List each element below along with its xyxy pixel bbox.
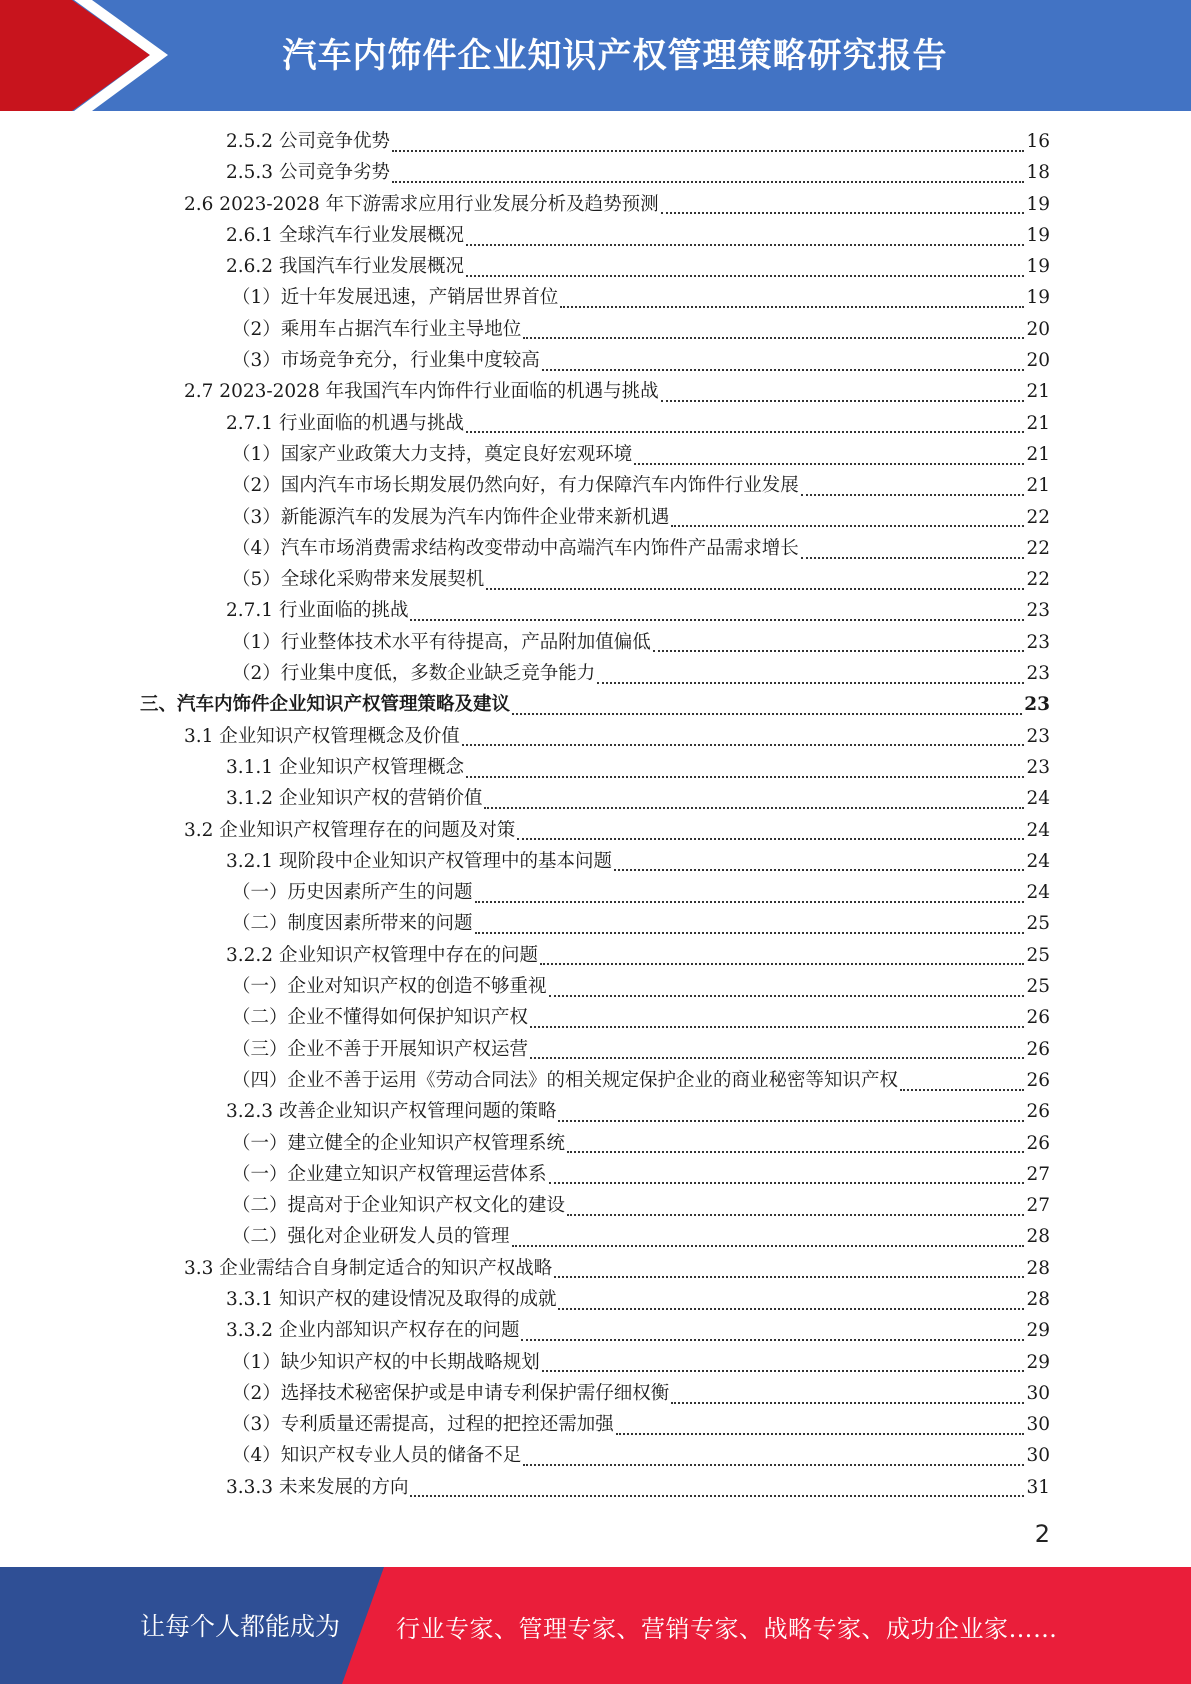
- toc-entry-page: 24: [1026, 882, 1050, 904]
- toc-entry-label: （一）历史因素所产生的问题: [232, 882, 473, 904]
- toc-entry[interactable]: [140, 376, 1050, 407]
- toc-entry[interactable]: [140, 658, 1050, 689]
- toc-entry-page: 23: [1026, 663, 1050, 685]
- toc-entry[interactable]: [140, 1221, 1050, 1252]
- toc-entry[interactable]: [140, 1347, 1050, 1378]
- toc-entry-label: 2.7 2023-2028 年我国汽车内饰件行业面临的机遇与挑战: [184, 381, 659, 403]
- toc-dot-leader: [466, 244, 1024, 246]
- toc-entry[interactable]: [140, 783, 1050, 814]
- toc-entry-page: 27: [1026, 1163, 1050, 1185]
- toc-entry-page: 22: [1026, 537, 1050, 559]
- toc-entry-label: （三）企业不善于开展知识产权运营: [232, 1038, 529, 1060]
- toc-dot-leader: [475, 932, 1025, 934]
- toc-entry[interactable]: [140, 126, 1050, 157]
- toc-entry-label: 3.3.3 未来发展的方向: [226, 1476, 409, 1498]
- toc-entry-label: （二）提高对于企业知识产权文化的建设: [232, 1195, 566, 1217]
- toc-entry-page: 25: [1026, 913, 1050, 935]
- toc-entry[interactable]: [140, 627, 1050, 658]
- toc-entry-page: 23: [1026, 756, 1050, 778]
- toc-dot-leader: [410, 1495, 1024, 1497]
- toc-entry-label: （3）专利质量还需提高，过程的把控还需加强: [232, 1414, 614, 1436]
- toc-dot-leader: [530, 1057, 1024, 1059]
- toc-dot-leader: [466, 431, 1024, 433]
- toc-entry-label: （四）企业不善于运用《劳动合同法》的相关规定保护企业的商业秘密等知识产权: [232, 1069, 899, 1091]
- toc-entry-label: （二）企业不懂得如何保护知识产权: [232, 1007, 529, 1029]
- toc-entry-page: 28: [1026, 1288, 1050, 1310]
- toc-entry-label: （二）强化对企业研发人员的管理: [232, 1226, 510, 1248]
- toc-entry-page: 23: [1026, 600, 1050, 622]
- toc-entry[interactable]: [140, 220, 1050, 251]
- toc-entry-label: （3）新能源汽车的发展为汽车内饰件企业带来新机遇: [232, 506, 670, 528]
- toc-entry-page: 23: [1024, 694, 1050, 716]
- toc-entry-label: （4）汽车市场消费需求结构改变带动中高端汽车内饰件产品需求增长: [232, 537, 799, 559]
- toc-entry[interactable]: [140, 502, 1050, 533]
- toc-entry[interactable]: [140, 1472, 1050, 1503]
- toc-dot-leader: [560, 306, 1024, 308]
- toc-dot-leader: [567, 1151, 1024, 1153]
- toc-entry-page: 24: [1026, 850, 1050, 872]
- toc-dot-leader: [512, 1245, 1025, 1247]
- toc-dot-leader: [466, 776, 1024, 778]
- toc-dot-leader: [900, 1089, 1024, 1091]
- report-title: 汽车内饰件企业知识产权管理策略研究报告: [282, 36, 948, 76]
- toc-entry[interactable]: [140, 189, 1050, 220]
- toc-entry-page: 19: [1026, 193, 1050, 215]
- toc-entry-page: 28: [1026, 1226, 1050, 1248]
- toc-dot-leader: [661, 400, 1025, 402]
- toc-entry-label: 3.3.2 企业内部知识产权存在的问题: [226, 1320, 520, 1342]
- toc-entry-label: 3.2 企业知识产权管理存在的问题及对策: [184, 819, 516, 841]
- toc-dot-leader: [558, 1308, 1024, 1310]
- toc-entry[interactable]: [140, 1002, 1050, 1033]
- toc-dot-leader: [410, 619, 1024, 621]
- toc-entry[interactable]: [140, 1159, 1050, 1190]
- toc-entry-page: 24: [1026, 788, 1050, 810]
- toc-entry-label: 2.6.1 全球汽车行业发展概况: [226, 224, 464, 246]
- toc-dot-leader: [661, 212, 1025, 214]
- toc-dot-leader: [671, 525, 1024, 527]
- toc-dot-leader: [462, 744, 1025, 746]
- toc-entry[interactable]: [140, 345, 1050, 376]
- toc-entry-page: 23: [1026, 725, 1050, 747]
- toc-entry-page: 22: [1026, 506, 1050, 528]
- toc-entry-page: 26: [1026, 1069, 1050, 1091]
- toc-entry-label: （2）国内汽车市场长期发展仍然向好，有力保障汽车内饰件行业发展: [232, 475, 799, 497]
- table-of-contents: [140, 126, 1050, 1503]
- toc-entry-page: 23: [1026, 631, 1050, 653]
- toc-entry-page: 20: [1026, 350, 1050, 372]
- page-number: 2: [1034, 1520, 1050, 1548]
- toc-entry-page: 21: [1026, 443, 1050, 465]
- toc-entry-label: 2.7.1 行业面临的挑战: [226, 600, 409, 622]
- toc-entry-label: 2.6.2 我国汽车行业发展概况: [226, 256, 464, 278]
- toc-dot-leader: [558, 1120, 1024, 1122]
- page-header: [0, 0, 1191, 111]
- toc-entry-label: 三、汽车内饰件企业知识产权管理策略及建议: [140, 694, 511, 716]
- toc-entry-page: 26: [1026, 1101, 1050, 1123]
- toc-entry-page: 22: [1026, 569, 1050, 591]
- footer-slogan-right: 行业专家、管理专家、营销专家、战略专家、成功企业家……: [396, 1615, 1058, 1643]
- toc-entry[interactable]: [140, 251, 1050, 282]
- toc-entry-label: 2.5.2 公司竞争优势: [226, 131, 390, 152]
- toc-dot-leader: [549, 1182, 1025, 1184]
- toc-entry-page: 16: [1026, 131, 1050, 152]
- toc-entry-label: （3）市场竞争充分，行业集中度较高: [232, 350, 540, 372]
- toc-entry[interactable]: [140, 908, 1050, 939]
- toc-entry[interactable]: [140, 1284, 1050, 1315]
- toc-entry[interactable]: [140, 1096, 1050, 1127]
- toc-entry-label: （2）乘用车占据汽车行业主导地位: [232, 318, 522, 340]
- toc-dot-leader: [614, 869, 1024, 871]
- toc-dot-leader: [671, 1402, 1024, 1404]
- toc-entry[interactable]: [140, 282, 1050, 313]
- toc-entry-page: 21: [1026, 412, 1050, 434]
- toc-dot-leader: [466, 275, 1024, 277]
- toc-dot-leader: [549, 995, 1025, 997]
- toc-entry-page: 21: [1026, 381, 1050, 403]
- toc-entry[interactable]: [140, 1378, 1050, 1409]
- toc-entry-label: 2.5.3 公司竞争劣势: [226, 162, 390, 184]
- toc-dot-leader: [801, 557, 1025, 559]
- toc-entry-page: 25: [1026, 944, 1050, 966]
- toc-entry[interactable]: [140, 470, 1050, 501]
- toc-entry-label: （1）国家产业政策大力支持，奠定良好宏观环境: [232, 443, 633, 465]
- toc-entry-page: 18: [1026, 162, 1050, 184]
- toc-entry-page: 30: [1026, 1382, 1050, 1404]
- toc-entry-label: （一）建立健全的企业知识产权管理系统: [232, 1132, 566, 1154]
- toc-entry-label: （1）行业整体技术水平有待提高，产品附加值偏低: [232, 631, 651, 653]
- toc-dot-leader: [542, 369, 1025, 371]
- toc-entry-label: （一）企业对知识产权的创造不够重视: [232, 976, 547, 998]
- toc-entry[interactable]: [140, 815, 1050, 846]
- toc-entry-label: （二）制度因素所带来的问题: [232, 913, 473, 935]
- toc-dot-leader: [512, 713, 1022, 715]
- toc-entry-label: 3.3.1 知识产权的建设情况及取得的成就: [226, 1288, 557, 1310]
- toc-entry-page: 29: [1026, 1351, 1050, 1373]
- toc-dot-leader: [523, 1464, 1024, 1466]
- toc-dot-leader: [517, 838, 1024, 840]
- toc-entry[interactable]: [140, 689, 1050, 720]
- toc-dot-leader: [540, 963, 1024, 965]
- toc-dot-leader: [634, 463, 1024, 465]
- toc-entry-page: 31: [1026, 1476, 1050, 1498]
- toc-entry[interactable]: [140, 1034, 1050, 1065]
- toc-entry-page: 19: [1026, 256, 1050, 278]
- toc-entry-label: 2.7.1 行业面临的机遇与挑战: [226, 412, 464, 434]
- toc-entry-page: 29: [1026, 1320, 1050, 1342]
- toc-entry[interactable]: [140, 1190, 1050, 1221]
- toc-entry[interactable]: [140, 533, 1050, 564]
- toc-entry-label: 3.2.2 企业知识产权管理中存在的问题: [226, 944, 538, 966]
- toc-entry-page: 26: [1026, 1038, 1050, 1060]
- toc-entry[interactable]: [140, 314, 1050, 345]
- page-footer: [0, 1567, 1191, 1684]
- toc-dot-leader: [521, 1339, 1024, 1341]
- toc-entry[interactable]: [140, 721, 1050, 752]
- toc-entry-label: 2.6 2023-2028 年下游需求应用行业发展分析及趋势预测: [184, 193, 659, 215]
- toc-entry-label: （4）知识产权专业人员的储备不足: [232, 1445, 522, 1467]
- toc-entry[interactable]: [140, 157, 1050, 188]
- toc-entry-page: 19: [1026, 287, 1050, 309]
- toc-entry[interactable]: [140, 1409, 1050, 1440]
- toc-entry-page: 28: [1026, 1257, 1050, 1279]
- toc-entry[interactable]: [140, 1315, 1050, 1346]
- header-red-chevron: [0, 0, 150, 111]
- toc-entry[interactable]: [140, 940, 1050, 971]
- toc-entry-page: 21: [1026, 475, 1050, 497]
- toc-entry-label: （一）企业建立知识产权管理运营体系: [232, 1163, 547, 1185]
- toc-entry[interactable]: [140, 1253, 1050, 1284]
- toc-dot-leader: [554, 1276, 1024, 1278]
- toc-entry-page: 26: [1026, 1132, 1050, 1154]
- toc-dot-leader: [542, 1370, 1025, 1372]
- toc-entry-label: 3.1.2 企业知识产权的营销价值: [226, 788, 483, 810]
- toc-entry[interactable]: [140, 1440, 1050, 1471]
- toc-dot-leader: [597, 682, 1024, 684]
- toc-entry-page: 27: [1026, 1195, 1050, 1217]
- footer-slogan-left: 让每个人都能成为: [140, 1612, 341, 1641]
- toc-entry-page: 24: [1026, 819, 1050, 841]
- toc-entry-page: 30: [1026, 1445, 1050, 1467]
- toc-dot-leader: [484, 807, 1024, 809]
- toc-entry-label: 3.2.1 现阶段中企业知识产权管理中的基本问题: [226, 850, 612, 872]
- toc-dot-leader: [392, 181, 1024, 183]
- toc-dot-leader: [475, 901, 1025, 903]
- toc-entry[interactable]: [140, 439, 1050, 470]
- toc-entry-label: （5）全球化采购带来发展契机: [232, 569, 485, 591]
- toc-entry[interactable]: [140, 1128, 1050, 1159]
- toc-entry-page: 26: [1026, 1007, 1050, 1029]
- toc-entry-page: 20: [1026, 318, 1050, 340]
- toc-entry-label: （2）行业集中度低，多数企业缺乏竞争能力: [232, 663, 596, 685]
- toc-dot-leader: [567, 1214, 1024, 1216]
- toc-entry[interactable]: [140, 971, 1050, 1002]
- toc-entry[interactable]: [140, 877, 1050, 908]
- toc-dot-leader: [653, 650, 1025, 652]
- toc-dot-leader: [523, 337, 1024, 339]
- toc-entry[interactable]: [140, 846, 1050, 877]
- toc-entry-page: 19: [1026, 224, 1050, 246]
- toc-entry-label: （2）选择技术秘密保护或是申请专利保护需仔细权衡: [232, 1382, 670, 1404]
- toc-dot-leader: [616, 1433, 1025, 1435]
- toc-entry-page: 25: [1026, 976, 1050, 998]
- toc-dot-leader: [392, 150, 1024, 152]
- toc-entry[interactable]: [140, 1065, 1050, 1096]
- toc-entry[interactable]: [140, 564, 1050, 595]
- toc-entry[interactable]: [140, 752, 1050, 783]
- toc-dot-leader: [486, 588, 1024, 590]
- toc-entry-page: 30: [1026, 1414, 1050, 1436]
- toc-entry-label: 3.2.3 改善企业知识产权管理问题的策略: [226, 1101, 557, 1123]
- toc-entry[interactable]: [140, 595, 1050, 626]
- toc-entry-label: 3.1 企业知识产权管理概念及价值: [184, 725, 460, 747]
- toc-entry[interactable]: [140, 408, 1050, 439]
- toc-dot-leader: [801, 494, 1025, 496]
- toc-entry-label: 3.3 企业需结合自身制定适合的知识产权战略: [184, 1257, 553, 1279]
- toc-entry-label: （1）缺少知识产权的中长期战略规划: [232, 1351, 540, 1373]
- toc-entry-label: （1）近十年发展迅速，产销居世界首位: [232, 287, 559, 309]
- toc-entry-label: 3.1.1 企业知识产权管理概念: [226, 756, 464, 778]
- toc-dot-leader: [530, 1026, 1024, 1028]
